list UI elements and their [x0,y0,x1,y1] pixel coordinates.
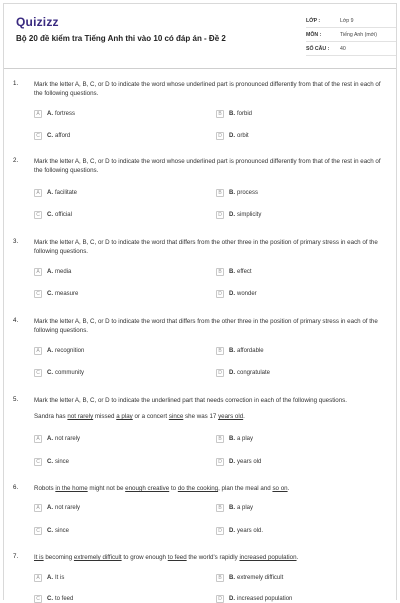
option-box[interactable]: A [34,435,42,443]
option-d[interactable] [216,527,263,535]
underlined-part: It is [34,554,44,561]
option-letter: A. [47,575,53,581]
option-letter: A. [47,348,53,354]
option-box[interactable]: B [216,347,224,355]
option-letter: A. [47,436,53,442]
sentence-text: or a concert [132,413,169,420]
option-a[interactable] [34,268,71,276]
meta-value: Lớp 9 [340,17,354,24]
option-box[interactable]: B [216,110,224,118]
option-box[interactable]: D [216,458,224,466]
option-box[interactable]: D [216,290,224,298]
option-box[interactable]: A [34,189,42,197]
meta-row-count [306,42,396,56]
option-box[interactable]: B [216,268,224,276]
question-number: 5. [13,396,19,403]
option-box[interactable]: C [34,527,42,535]
option-letter: D. [229,459,235,465]
underlined-part: a play [116,413,133,420]
meta-row-class [306,14,396,28]
option-text: since [55,459,70,465]
option-box[interactable]: D [216,132,224,140]
underlined-part: extremely difficult [73,554,122,561]
option-text: increased population [237,596,293,602]
question-text: Mark the letter A, B, C, or D to indicate the underlined part that needs correction in each of the following questions. [34,397,347,404]
option-letter: B. [229,269,235,275]
option-text: simplicity [237,212,262,218]
underlined-part: increased population [239,554,297,561]
option-text: years old [237,459,262,465]
option-text: facilitate [55,190,78,196]
question-text: Mark the letter A, B, C, or D to indicate the word that differs from the other three in the position of primary stress in each of the following questions. [34,318,378,335]
option-text: years old. [237,528,264,534]
option-letter: A. [47,190,53,196]
option-box[interactable]: C [34,211,42,219]
question-number: 4. [13,317,19,324]
option-text: extremely difficult [237,575,284,581]
sentence-text: . [296,554,299,561]
question-text: Mark the letter A, B, C, or D to indicate the word that differs from the other three in the position of primary stress in each of the following questions. [34,239,378,256]
option-text: recognition [55,348,85,354]
option-letter: B. [229,190,235,196]
underlined-part: years old [218,413,244,420]
option-box[interactable]: A [34,347,42,355]
option-c[interactable] [34,527,69,535]
question-sentence [34,413,245,420]
option-letter: D. [229,212,235,218]
option-box[interactable]: B [216,504,224,512]
sentence-text: becoming [43,554,74,561]
document-header [12,10,388,60]
option-a[interactable] [34,110,75,118]
option-d[interactable] [216,595,292,603]
option-box[interactable]: B [216,435,224,443]
option-box[interactable]: A [34,574,42,582]
option-box[interactable]: D [216,595,224,603]
option-letter: A. [47,111,53,117]
question-number: 2. [13,157,19,164]
option-text: It is [55,575,65,581]
option-c[interactable] [34,595,73,603]
option-letter: C. [47,370,53,376]
meta-table [306,14,396,56]
option-text: not rarely [55,505,81,511]
option-d[interactable] [216,132,249,140]
sentence-text: the world's rapidly [186,554,240,561]
option-box[interactable]: A [34,268,42,276]
option-b[interactable] [216,435,253,443]
option-letter: C. [47,133,53,139]
sentence-text: missed [93,413,117,420]
option-b[interactable] [216,268,252,276]
question-text [34,484,386,493]
meta-row-subject [306,28,396,42]
option-letter: D. [229,528,235,534]
meta-label: MÔN : [306,31,322,38]
option-a[interactable] [34,347,84,355]
underlined-part: not rarely [67,413,94,420]
option-letter: D. [229,370,235,376]
option-d[interactable] [216,458,261,466]
underlined-part: do the cooking [177,485,219,492]
sentence-text: . [243,413,245,420]
option-text: media [55,269,72,275]
underlined-part: enough creative [125,485,170,492]
question-text: Mark the letter A, B, C, or D to indicate the word whose underlined part is pronounced differently from that of the rest in each of the following questions. [34,81,381,98]
question-number: 3. [13,238,19,245]
option-letter: D. [229,133,235,139]
sentence-text: Robots [34,485,56,492]
option-b[interactable] [216,189,258,197]
option-d[interactable] [216,211,261,219]
meta-value: Tiếng Anh (mới) [340,31,377,38]
option-text: not rarely [55,436,81,442]
option-letter: A. [47,505,53,511]
option-box[interactable]: C [34,369,42,377]
option-text: community [55,370,85,376]
option-letter: C. [47,528,53,534]
document-title: Bộ 20 đề kiểm tra Tiếng Anh thi vào 10 có đáp án - Đề 2 [16,34,226,43]
option-letter: B. [229,436,235,442]
underlined-part: so on [272,485,288,492]
option-text: measure [55,291,79,297]
option-letter: D. [229,596,235,602]
meta-value: 40 [340,45,346,52]
option-box[interactable]: C [34,132,42,140]
option-text: official [55,212,72,218]
option-c[interactable] [34,211,72,219]
option-c[interactable] [34,369,84,377]
option-b[interactable] [216,504,253,512]
option-letter: B. [229,505,235,511]
option-b[interactable] [216,110,252,118]
option-text: a play [237,505,254,511]
option-letter: B. [229,575,235,581]
option-letter: C. [47,596,53,602]
option-letter: A. [47,269,53,275]
option-b[interactable] [216,347,264,355]
option-d[interactable] [216,369,270,377]
quizizz-logo: Quizizz [16,15,59,29]
underlined-part: in the home [55,485,88,492]
question-number: 7. [13,553,19,560]
option-letter: B. [229,348,235,354]
option-a[interactable] [34,189,77,197]
sentence-text: to grow enough [121,554,168,561]
option-box[interactable]: D [216,369,224,377]
option-text: forbid [237,111,253,117]
option-box[interactable]: D [216,211,224,219]
sentence-text: might not be [87,485,126,492]
option-box[interactable]: C [34,290,42,298]
option-letter: C. [47,291,53,297]
option-box[interactable]: C [34,595,42,603]
option-letter: C. [47,459,53,465]
option-text: congratulate [237,370,271,376]
sentence-text: to [169,485,178,492]
option-text: fortress [55,111,76,117]
option-c[interactable] [34,458,69,466]
question-number: 6. [13,484,19,491]
option-text: since [55,528,70,534]
option-c[interactable] [34,290,78,298]
question-text [34,553,386,562]
question-text: Mark the letter A, B, C, or D to indicate the word whose underlined part is pronounced differently from that of the rest in each of the following questions. [34,158,381,175]
option-box[interactable]: A [34,504,42,512]
sentence-text: . [287,485,290,492]
meta-label: LỚP : [306,17,321,24]
option-letter: D. [229,291,235,297]
option-text: to feed [55,596,74,602]
sentence-text: Sandra has [34,413,68,420]
option-text: a play [237,436,254,442]
option-text: wonder [237,291,257,297]
option-d[interactable] [216,290,257,298]
sentence-text: , plan the meal and [218,485,273,492]
option-a[interactable] [34,504,80,512]
sentence-text: she was 17 [183,413,219,420]
underlined-part: to feed [167,554,187,561]
option-a[interactable] [34,435,80,443]
option-text: effect [237,269,252,275]
option-box[interactable]: D [216,527,224,535]
option-letter: B. [229,111,235,117]
option-box[interactable]: B [216,574,224,582]
underlined-part: since [168,413,184,420]
option-c[interactable] [34,132,70,140]
question-number: 1. [13,80,19,87]
meta-label: SỐ CÂU : [306,45,330,52]
option-text: affordable [237,348,264,354]
option-letter: C. [47,212,53,218]
option-b[interactable] [216,574,283,582]
option-box[interactable]: C [34,458,42,466]
option-text: afford [55,133,71,139]
option-a[interactable] [34,574,64,582]
option-text: process [237,190,259,196]
option-box[interactable]: A [34,110,42,118]
header-divider [4,68,396,69]
option-box[interactable]: B [216,189,224,197]
option-text: orbit [237,133,249,139]
